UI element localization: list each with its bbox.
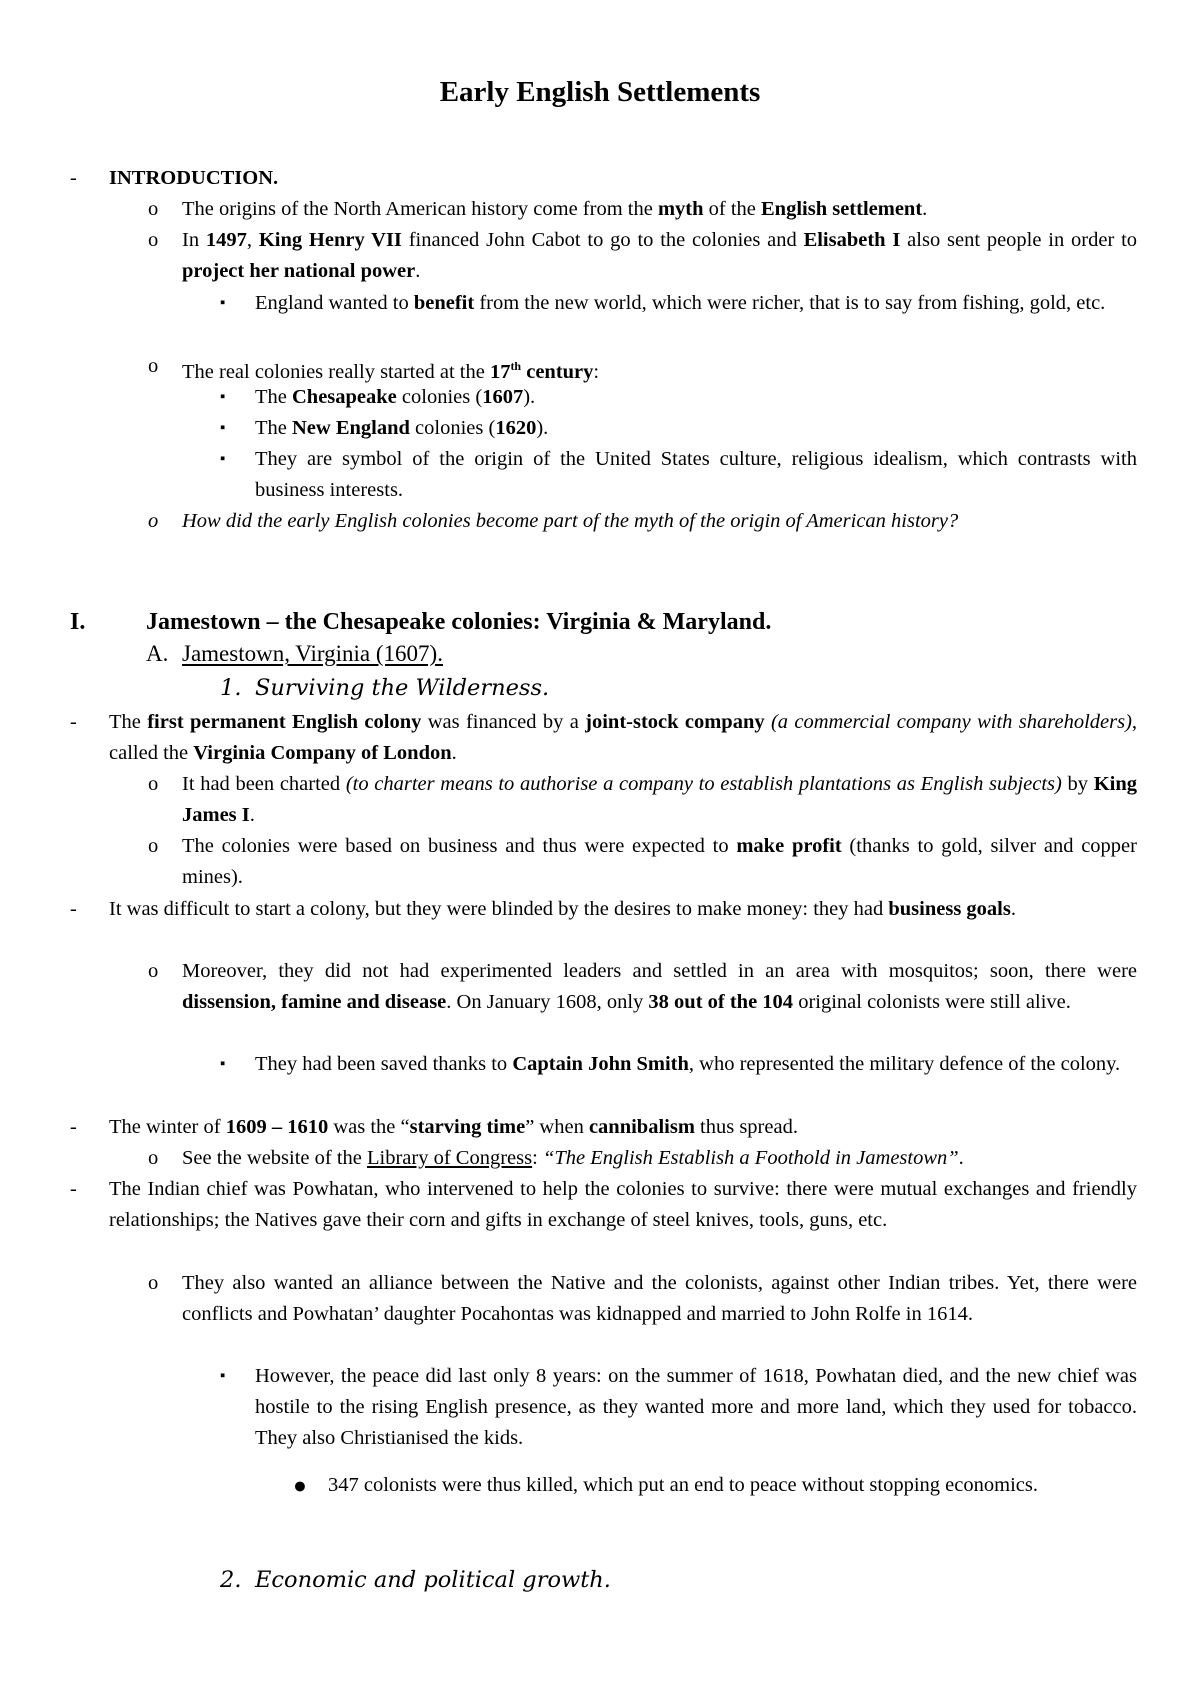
- subsub-number: 1.: [220, 675, 242, 701]
- dash-bullet: -: [70, 1178, 77, 1200]
- intro-heading: INTRODUCTION.: [109, 167, 279, 189]
- intro-subpoint-new-england: The New England colonies (1620).: [255, 417, 549, 439]
- square-bullet: ▪: [220, 420, 226, 436]
- subsection-letter: A.: [146, 641, 169, 666]
- circle-bullet: o: [148, 355, 159, 377]
- intro-question: How did the early English colonies become part of the myth of the origin of American history?: [182, 510, 959, 532]
- para-dissension: Moreover, they did not had experimented leaders and settled in an area with mosquitos; soon, there were dissension, famine and disease. On January 1608, only 38 out of the 104 original colonists were still alive.: [182, 960, 1137, 1013]
- para-powhatan: The Indian chief was Powhatan, who intervened to help the colonies to survive: there were mutual exchanges and friendly relationships; the Natives gave their corn and gifts in exchange of steel knives, tools, guns, etc.: [109, 1178, 1137, 1231]
- circle-bullet: o: [148, 229, 159, 251]
- dash-bullet: -: [70, 167, 77, 189]
- section-title: Jamestown – the Chesapeake colonies: Virginia & Maryland.: [146, 609, 772, 635]
- square-bullet: ▪: [220, 451, 226, 467]
- square-bullet: ▪: [220, 389, 226, 405]
- document-title: Early English Settlements: [439, 76, 761, 108]
- para-first-colony: The first permanent English colony was financed by a joint-stock company (a commercial company with shareholders), called the Virginia Company of London.: [109, 711, 1138, 764]
- intro-subpoint-benefit: England wanted to benefit from the new world, which were richer, that is to say from fishing, gold, etc.: [255, 292, 1106, 314]
- circle-bullet: o: [148, 1272, 159, 1294]
- para-peace-ended: However, the peace did last only 8 years: on the summer of 1618, Powhatan died, and the new chief was hostile to the rising English presence, as they wanted more and more land, which they used for tobacco. They also Christianised the kids.: [255, 1365, 1137, 1449]
- intro-point-myth: The origins of the North American history come from the myth of the English settlement.: [182, 198, 928, 220]
- para-library-of-congress: See the website of the Library of Congress: “The English Establish a Foothold in Jamestown”.: [182, 1147, 964, 1169]
- dash-bullet: -: [70, 711, 77, 733]
- intro-point-17th-century: The real colonies really started at the 17th century:: [182, 359, 600, 383]
- circle-bullet: o: [148, 773, 159, 795]
- square-bullet: ▪: [220, 1056, 226, 1072]
- intro-point-1497: In 1497, King Henry VII financed John Cabot to go to the colonies and Elisabeth I also sent people in order to project her national power.: [182, 229, 1138, 282]
- para-colonists-killed: 347 colonists were thus killed, which put an end to peace without stopping economics.: [328, 1474, 1038, 1496]
- para-make-profit: The colonies were based on business and thus were expected to make profit (thanks to gold, silver and copper mines).: [182, 835, 1137, 888]
- square-bullet: ▪: [220, 1368, 226, 1384]
- circle-bullet: o: [148, 510, 159, 532]
- square-bullet: ▪: [220, 295, 226, 311]
- library-of-congress-link[interactable]: Library of Congress: [367, 1147, 533, 1169]
- subsub-title-economic-growth: Economic and political growth.: [255, 1567, 611, 1593]
- circle-bullet: o: [148, 960, 159, 982]
- para-starving-time: The winter of 1609 – 1610 was the “starving time” when cannibalism thus spread.: [109, 1116, 798, 1138]
- para-difficult-start: It was difficult to start a colony, but they were blinded by the desires to make money: they had business goals.: [109, 898, 1016, 920]
- round-bullet: ●: [293, 1473, 307, 1498]
- para-alliance: They also wanted an alliance between the Native and the colonists, against other Indian tribes. Yet, there were conflicts and Powhatan’ daughter Pocahontas was kidnapped and married to John Rolfe in 1614.: [182, 1272, 1137, 1325]
- subsection-title: Jamestown, Virginia (1607).: [182, 641, 443, 666]
- subsub-number: 2.: [220, 1567, 242, 1593]
- subsub-title-surviving: Surviving the Wilderness.: [255, 675, 550, 701]
- circle-bullet: o: [148, 198, 159, 220]
- dash-bullet: -: [70, 898, 77, 920]
- intro-subpoint-symbol: They are symbol of the origin of the United States culture, religious idealism, which contrasts with business interests.: [255, 448, 1137, 501]
- dash-bullet: -: [70, 1116, 77, 1138]
- intro-subpoint-chesapeake: The Chesapeake colonies (1607).: [255, 386, 536, 408]
- circle-bullet: o: [148, 835, 159, 857]
- circle-bullet: o: [148, 1147, 159, 1169]
- section-number: I.: [70, 609, 86, 635]
- para-charted: It had been charted (to charter means to authorise a company to establish plantations as English subjects) by King James I.: [182, 773, 1138, 826]
- para-john-smith: They had been saved thanks to Captain John Smith, who represented the military defence of the colony.: [255, 1053, 1121, 1075]
